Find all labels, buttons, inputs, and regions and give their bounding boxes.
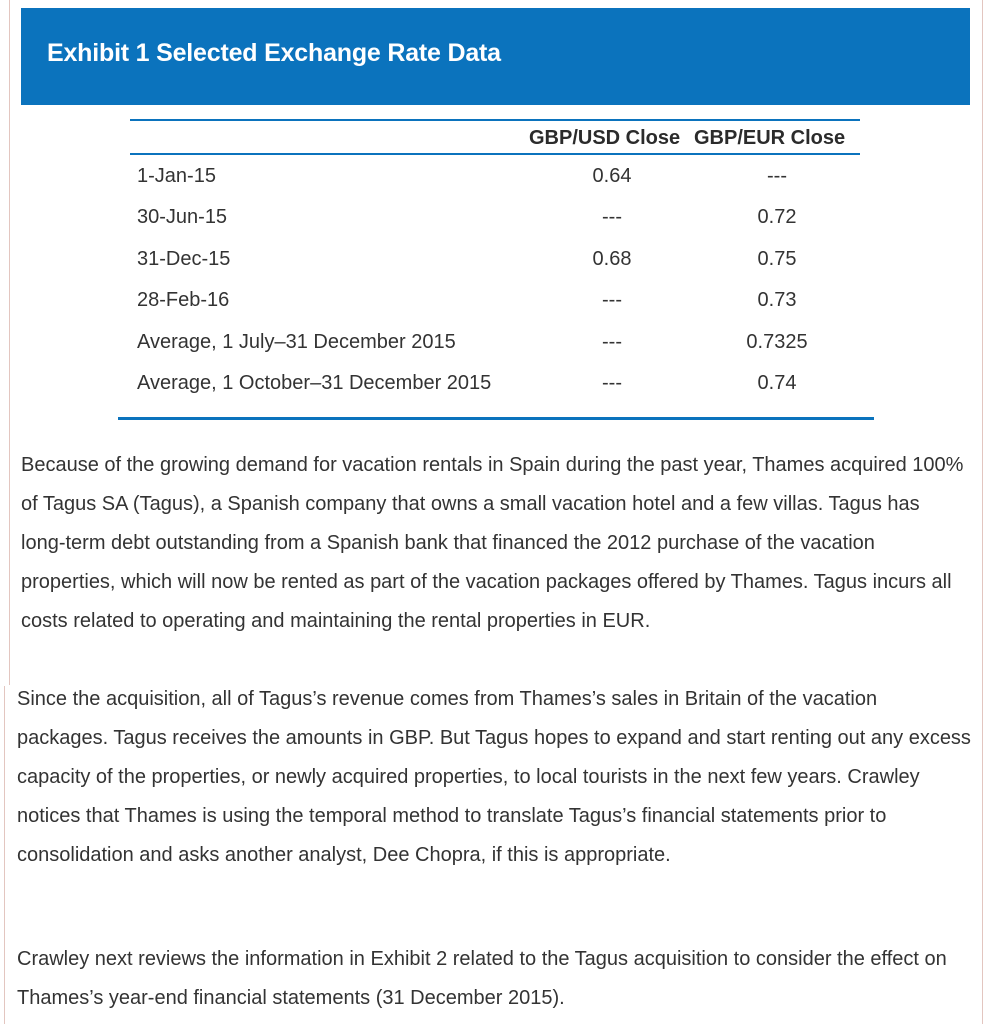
gbp-eur-value: 0.73 — [757, 289, 797, 311]
table-row — [118, 248, 874, 288]
gbp-usd-value: --- — [602, 331, 622, 353]
row-label: Average, 1 July–31 December 2015 — [137, 331, 456, 353]
gbp-usd-value: 0.68 — [592, 248, 632, 270]
exchange-rate-table — [118, 119, 874, 421]
exhibit-title: Exhibit 1 Selected Exchange Rate Data — [47, 39, 501, 67]
gbp-usd-value: --- — [602, 372, 622, 394]
exhibit-header — [21, 8, 970, 105]
row-label: Average, 1 October–31 December 2015 — [137, 372, 492, 394]
table-row — [118, 289, 874, 329]
row-label: 28-Feb-16 — [137, 289, 230, 311]
gbp-eur-value: 0.75 — [757, 248, 797, 270]
row-label: 1-Jan-15 — [137, 165, 216, 187]
gbp-eur-value: 0.7325 — [746, 331, 808, 353]
column-header-gbp-usd: GBP/USD Close — [529, 127, 681, 149]
paragraph-tagus-revenue: Since the acquisition, all of Tagus’s revenue comes from Thames’s sales in Britain of the vacation packages. Tagus receives the amounts in GBP. But Tagus hopes to expand and start renting out any excess capacity of the properties, or newly acquired properties, to local tourists in the next few years. Crawley notices that Thames is using the temporal method to translate Tagus’s financial statements prior to consolidation and asks another analyst, Dee Chopra, if this is appropriate. — [17, 688, 971, 866]
gbp-usd-value: --- — [602, 289, 622, 311]
paragraph-exhibit-2-review: Crawley next reviews the information in Exhibit 2 related to the Tagus acquisition to consider the effect on Thames’s year-end financial statements (31 December 2015). — [17, 948, 947, 1009]
column-header-gbp-eur: GBP/EUR Close — [694, 127, 846, 149]
table-row — [118, 206, 874, 246]
table-row — [118, 331, 874, 371]
gbp-usd-value: 0.64 — [592, 165, 632, 187]
paragraph-tagus-acquisition: Because of the growing demand for vacation rentals in Spain during the past year, Thames acquired 100% of Tagus SA (Tagus), a Spanish company that owns a small vacation hotel and a few villas. Tagus has long-term debt outstanding from a Spanish bank that financed the 2012 purchase of the vacation properties, which will now be rented as part of the vacation packages offered by Thames. Tagus incurs all costs related to operating and maintaining the rental properties in EUR. — [21, 454, 964, 632]
table-top-rule — [130, 119, 860, 121]
row-label: 31-Dec-15 — [137, 248, 231, 270]
table-row — [118, 165, 874, 205]
page-frame-left-border — [9, 0, 10, 685]
gbp-eur-value: --- — [767, 165, 787, 187]
gbp-eur-value: 0.72 — [757, 206, 797, 228]
table-header-rule — [130, 153, 860, 155]
gbp-usd-value: --- — [602, 206, 622, 228]
row-label: 30-Jun-15 — [137, 206, 228, 228]
table-bottom-rule — [118, 417, 874, 420]
page-frame-left-border-lower — [4, 686, 5, 1024]
table-row — [118, 372, 874, 412]
page-frame-right-border — [982, 0, 983, 1024]
gbp-eur-value: 0.74 — [757, 372, 797, 394]
